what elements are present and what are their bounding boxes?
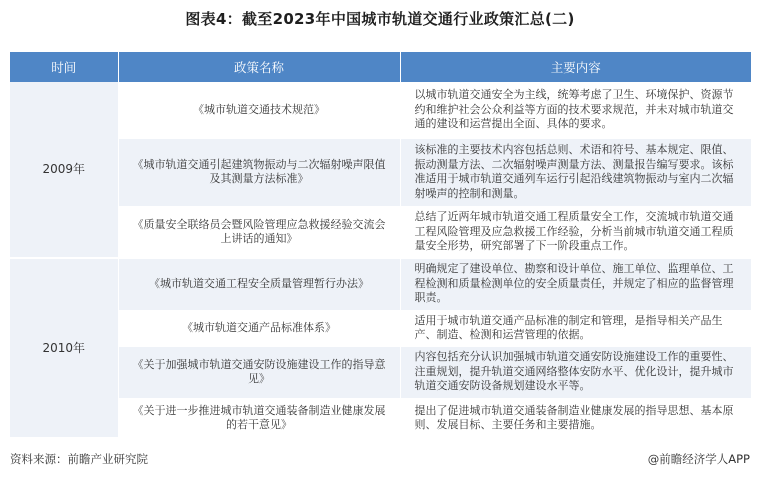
policy-content-cell: 适用于城市轨道交通产品标准的制定和管理，是指导相关产品生产、制造、检测和运营管理的依据。 [400,310,751,346]
policy-name-cell: 《城市轨道交通工程安全质量管理暂行办法》 [118,258,400,310]
policy-content-cell: 总结了近两年城市轨道交通工程质量安全工作，交流城市轨道交通工程风险管理及应急救援工作经验，分析当前城市轨道交通工程质量安全形势，研究部署了下一阶段重点工作。 [400,206,751,258]
policy-content-cell: 明确规定了建设单位、勘察和设计单位、施工单位、监理单位、工程检测和质量检测单位的安全质量责任，并规定了相应的监督管理职责。 [400,258,751,310]
column-header-content: 主要内容 [400,52,751,82]
policy-name-cell: 《关于进一步推进城市轨道交通装备制造业健康发展的若干意见》 [118,398,400,438]
policy-table [10,52,751,439]
policy-content-cell: 该标准的主要技术内容包括总则、术语和符号、基本规定、限值、振动测量方法、二次辐射噪声测量方法、测量报告编写要求。该标准适用于城市轨道交通列车运行引起沿线建筑物振动与室内二次辐射噪声的控制和测量。 [400,138,751,206]
table-row [10,138,751,206]
policy-name-cell: 《质量安全联络员会暨风险管理应急救援经验交流会上讲话的通知》 [118,206,400,258]
table-row [10,82,751,138]
table-row [10,346,751,398]
policy-content-cell: 内容包括充分认识加强城市轨道交通安防设施建设工作的重要性、注重规划，提升轨道交通网络整体安防水平、优化设计，提升城市轨道交通安防设备规划建设水平等。 [400,346,751,398]
policy-name-cell: 《城市轨道交通技术规范》 [118,82,400,138]
table-header-row [10,52,751,82]
policy-content-cell: 提出了促进城市轨道交通装备制造业健康发展的指导思想、基本原则、发展目标、主要任务和主要措施。 [400,398,751,438]
policy-name-cell: 《城市轨道交通引起建筑物振动与二次辐射噪声限值及其测量方法标准》 [118,138,400,206]
policy-content-cell: 以城市轨道交通安全为主线，统筹考虑了卫生、环境保护、资源节约和维护社会公众利益等方面的技术要求规范，并未对城市轨道交通的建设和运营提出全面、具体的要求。 [400,82,751,138]
brand-credit: @前瞻经济学人APP [647,452,750,466]
policy-name-cell: 《城市轨道交通产品标准体系》 [118,310,400,346]
column-header-name: 政策名称 [118,52,400,82]
table-row [10,206,751,258]
chart-title: 图表4：截至2023年中国城市轨道交通行业政策汇总(二) [185,10,575,28]
table-row [10,398,751,438]
column-header-time: 时间 [10,52,118,82]
source-note: 资料来源：前瞻产业研究院 [10,452,148,466]
year-cell: 2010年 [10,258,118,438]
table-row [10,258,751,310]
policy-name-cell: 《关于加强城市轨道交通安防设施建设工作的指导意见》 [118,346,400,398]
table-row [10,310,751,346]
year-cell: 2009年 [10,82,118,258]
